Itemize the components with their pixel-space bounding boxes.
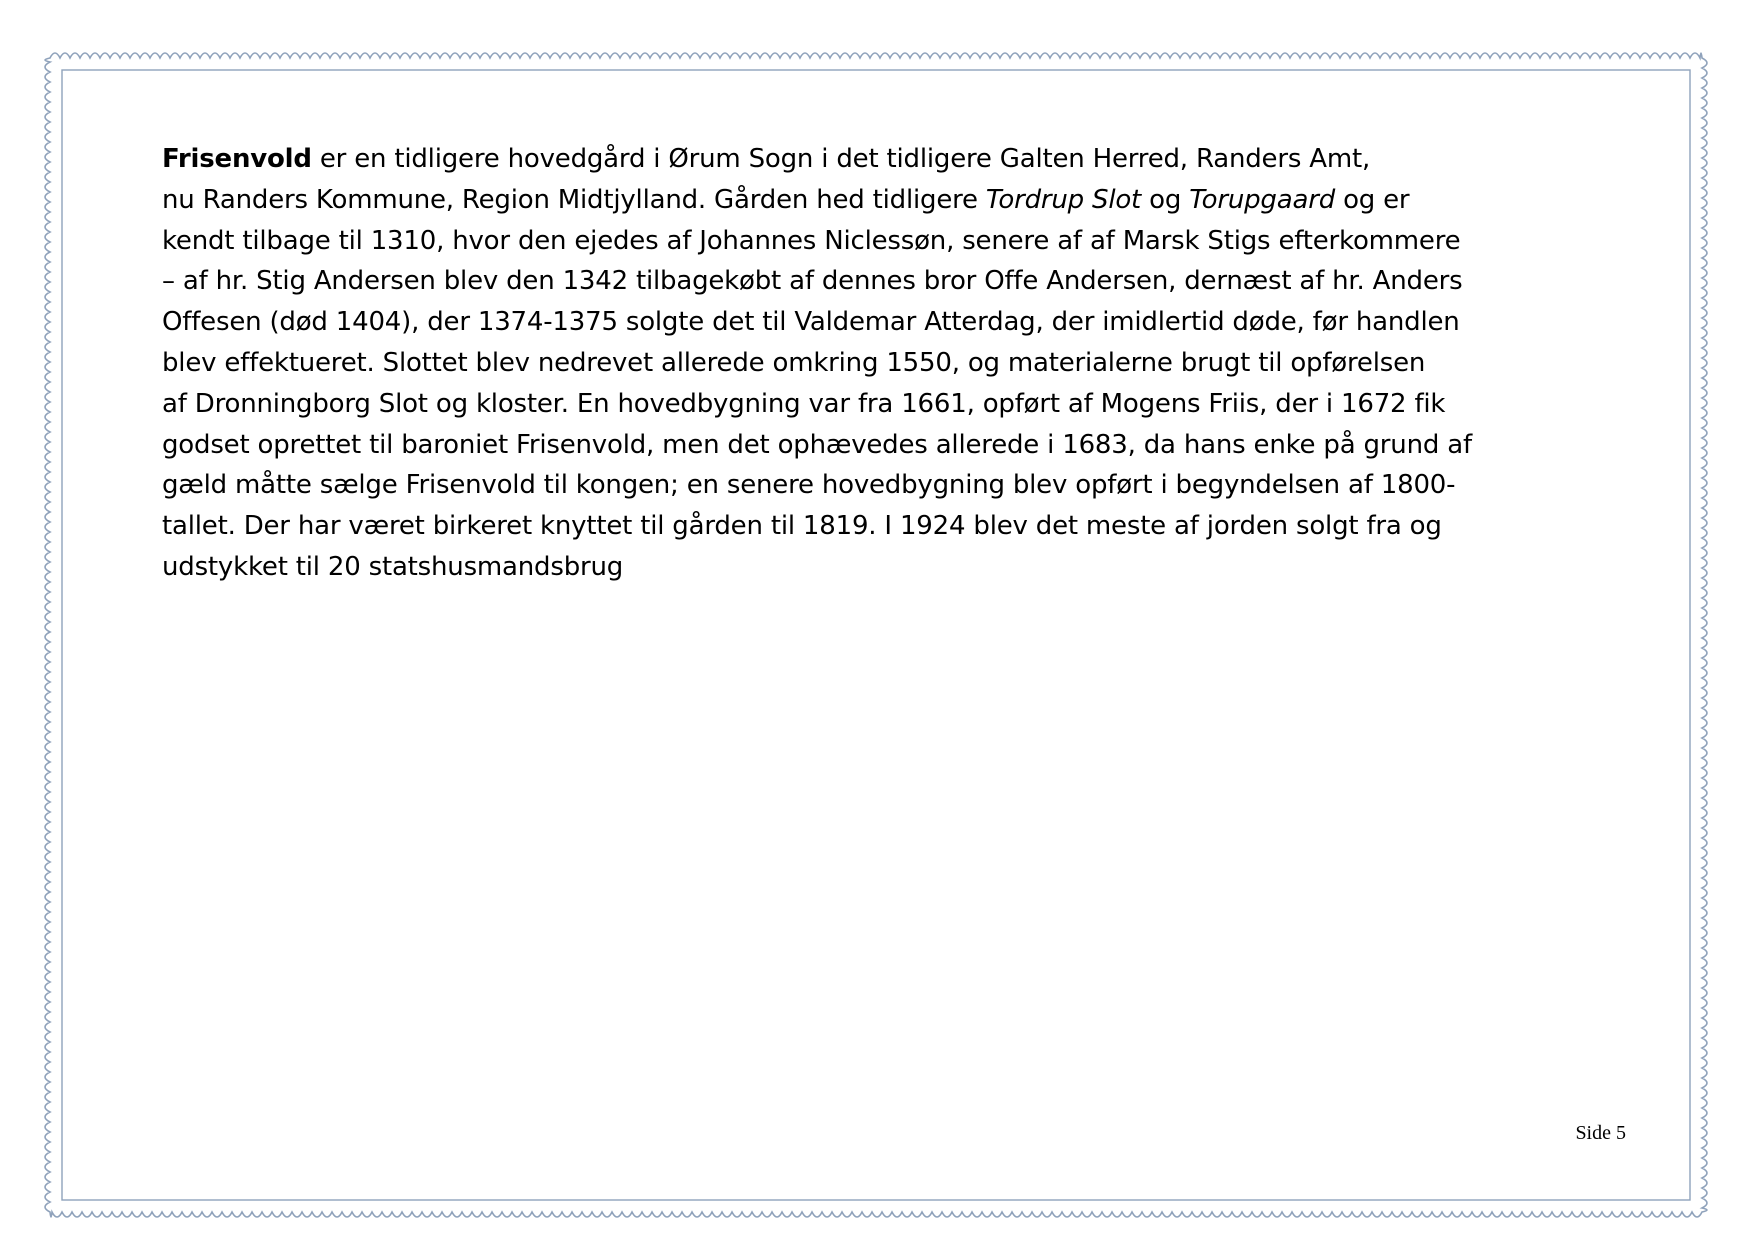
lead-term: Frisenvold [162,144,312,174]
italic-name: Tordrup Slot [985,184,1142,215]
text-segment: og [1141,184,1190,215]
body-paragraph [162,139,1552,588]
page-number: Side 5 [1575,1122,1626,1144]
italic-name: Torupgaard [1189,184,1335,215]
text-segment: og er kendt tilbage til 1310, hvor den ejedes af Johannes Niclessøn, senere af af Marsk Stigs efterkommere – af hr. Stig Andersen blev den 1342 tilbagekøbt af dennes bror Offe Andersen, dernæst af hr. Anders Offesen (død 1404), der 1374-1375 solgte det til Valdemar Atterdag, der imidlertid døde, før handlen blev effektueret. Slottet blev nedrevet allerede omkring 1550, og materialerne brugt til opførelsen af Dronningborg Slot og kloster. En hovedbygning var fra 1661, opført af Mogens Friis, der i 1672 fik godset oprettet til baroniet Frisenvold, men det ophævedes allerede i 1683, da hans enke på grund af gæld måtte sælge Frisenvold til kongen; en senere hovedbygning blev opført i begyndelsen af 1800- tallet. Der har været birkeret knyttet til gården til 1819. I 1924 blev det meste af jorden solgt fra og udstykket til 20 statshusmandsbrug [162,184,1472,582]
text-segment: er en tidligere hovedgård i Ørum Sogn i det tidligere Galten Herred, Randers Amt, nu Randers Kommune, Region Midtjylland. Gården hed tidligere [162,144,1371,215]
